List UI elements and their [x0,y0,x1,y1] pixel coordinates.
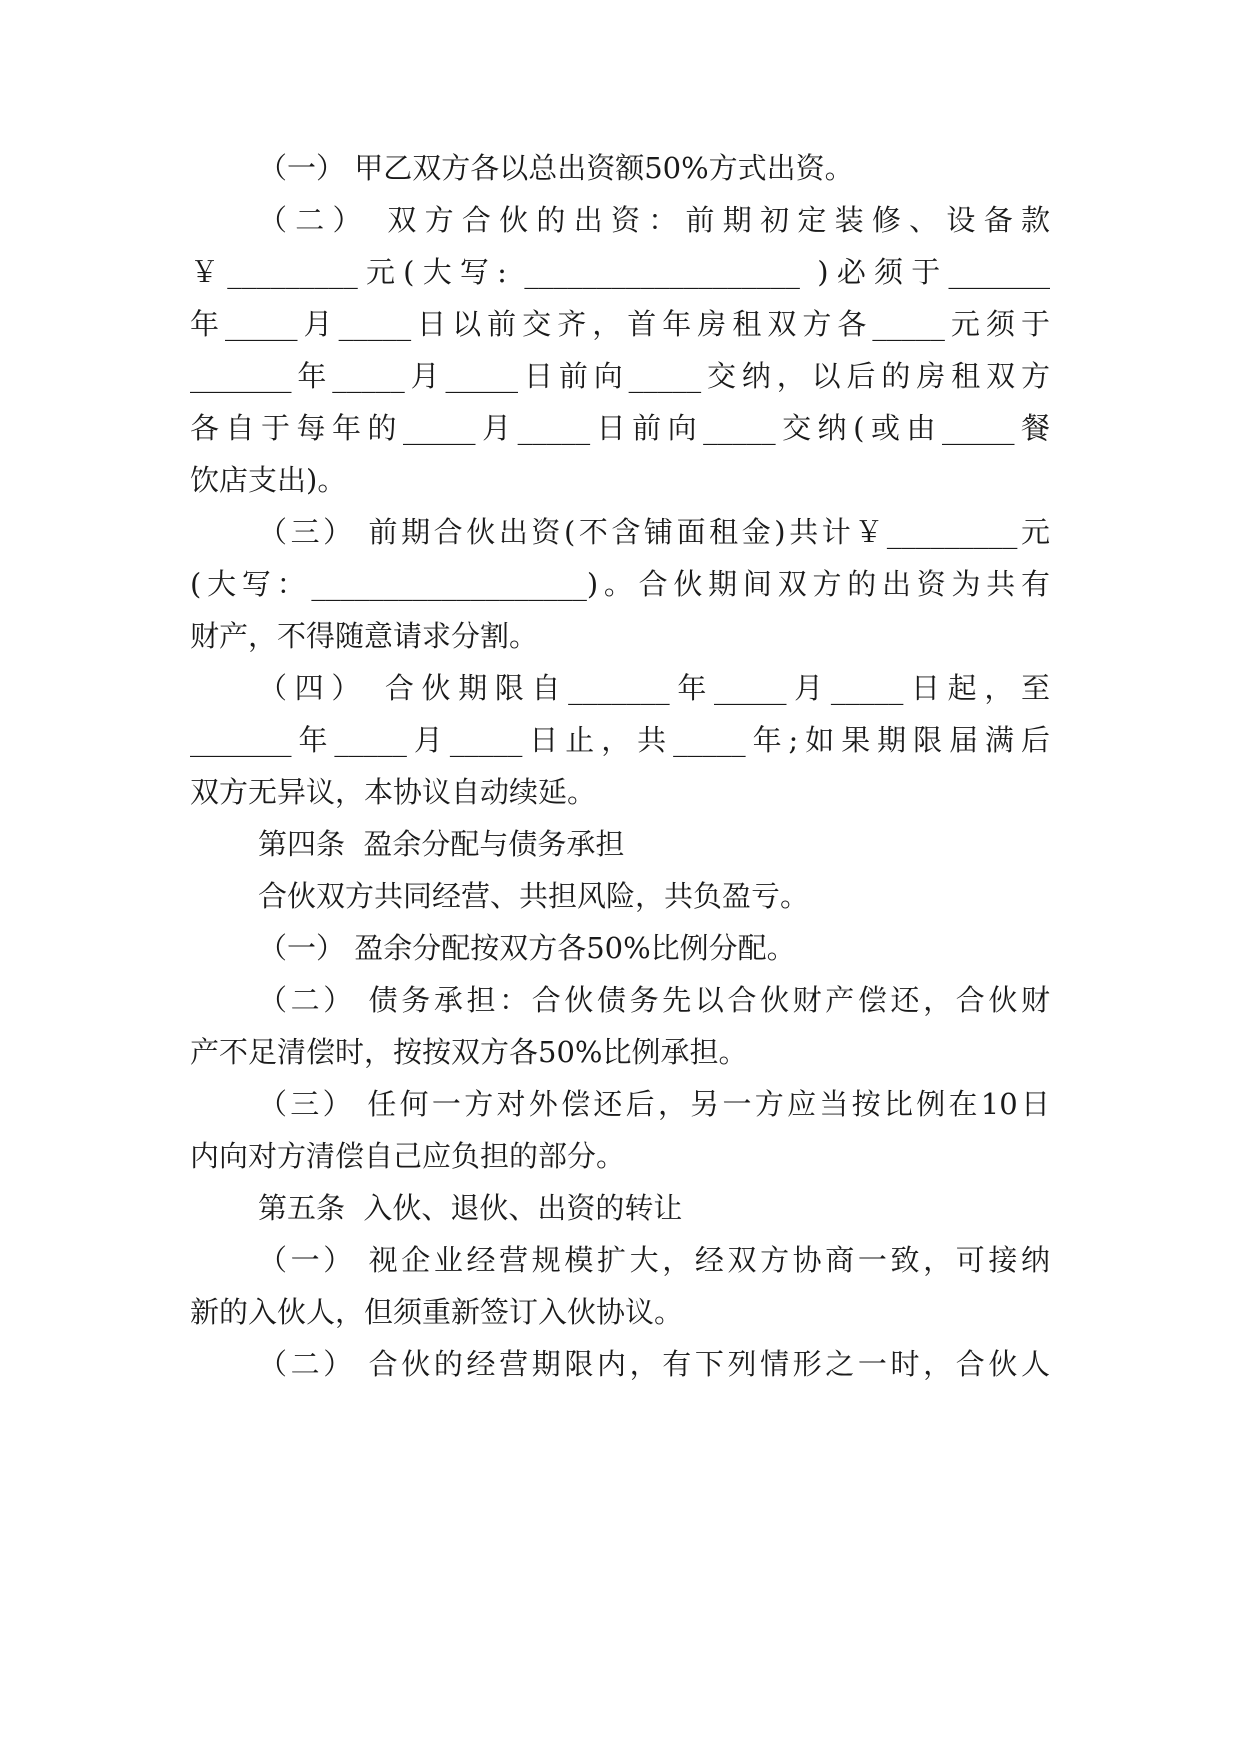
paragraph-line: （二） 双方合伙的出资：前期初定装修、设备款 [258,203,1050,237]
paragraph-line: _______年_____月_____日前向_____交纳，以后的房租双方 [190,359,1050,393]
paragraph-line: 内向对方清偿自己应负担的部分。 [190,1139,626,1173]
section-heading: 第四条 盈余分配与债务承担 [258,827,625,861]
paragraph-line: （二） 合伙的经营期限内，有下列情形之一时，合伙人 [258,1347,1050,1381]
paragraph-line: 各自于每年的_____月_____日前向_____交纳(或由_____餐 [190,411,1050,445]
paragraph-line: ￥_________元(大写: ___________________ )必须于_______ [190,255,1050,289]
section-heading: 第五条 入伙、退伙、出资的转让 [258,1191,683,1225]
paragraph-line: 饮店支出)。 [190,463,347,497]
paragraph-line: _______年_____月_____日止，共_____年;如果期限届满后 [190,723,1050,757]
paragraph-line: (大写：___________________)。合伙期间双方的出资为共有 [190,567,1050,601]
paragraph-line: （三） 前期合伙出资(不含铺面租金)共计￥_________元 [258,515,1050,549]
paragraph-line: （二） 债务承担：合伙债务先以合伙财产偿还，合伙财 [258,983,1050,1017]
paragraph-line: （一） 盈余分配按双方各50%比例分配。 [258,931,796,965]
paragraph-line: （四） 合伙期限自_______年_____月_____日起，至 [258,671,1050,705]
paragraph-line: 新的入伙人，但须重新签订入伙协议。 [190,1295,684,1329]
paragraph-line: 合伙双方共同经营、共担风险，共负盈亏。 [258,879,810,913]
paragraph-line: （一） 甲乙双方各以总出资额50%方式出资。 [258,151,854,185]
paragraph-line: （一） 视企业经营规模扩大，经双方协商一致，可接纳 [258,1243,1050,1277]
paragraph-line: 产不足清偿时，按按双方各50%比例承担。 [190,1035,748,1069]
paragraph-line: 年_____月_____日以前交齐，首年房租双方各_____元须于 [190,307,1050,341]
paragraph-line: 财产，不得随意请求分割。 [190,619,539,653]
paragraph-line: 双方无异议，本协议自动续延。 [190,775,597,809]
paragraph-line: （三） 任何一方对外偿还后，另一方应当按比例在10日 [258,1087,1050,1121]
